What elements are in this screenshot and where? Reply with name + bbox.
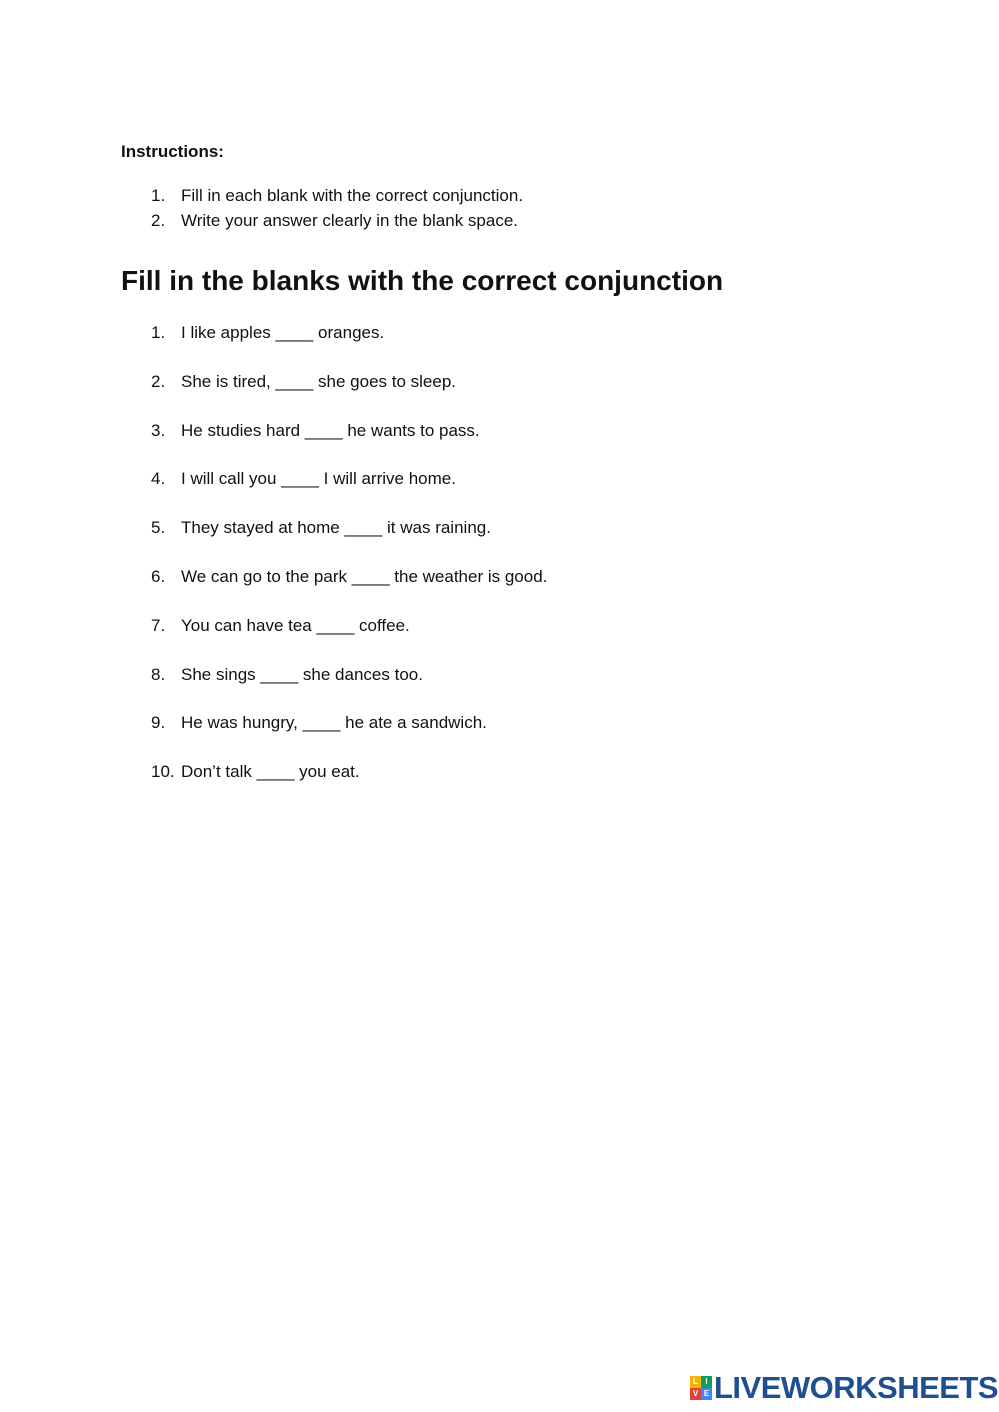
- liveworksheets-logo-icon: [690, 1376, 712, 1400]
- question-number: 1.: [151, 323, 166, 342]
- question-text: We can go to the park ____ the weather is good.: [181, 566, 548, 586]
- instructions-heading: Instructions:: [121, 142, 224, 161]
- instruction-number: 2.: [151, 211, 166, 230]
- question-number: 9.: [151, 713, 166, 733]
- logo-text: LIVEWORKSHEETS: [714, 1370, 999, 1405]
- question-number: 7.: [151, 615, 166, 635]
- question-number: 5.: [151, 518, 166, 538]
- question-number: 8.: [151, 664, 166, 684]
- question-text: She sings ____ she dances too.: [181, 664, 423, 684]
- logo-mark-letter: L: [690, 1376, 701, 1388]
- instruction-number: 1.: [151, 186, 166, 205]
- question-text: He studies hard ____ he wants to pass.: [181, 420, 480, 440]
- question-text: He was hungry, ____ he ate a sandwich.: [181, 713, 487, 733]
- question-text: You can have tea ____ coffee.: [181, 615, 410, 635]
- question-text: They stayed at home ____ it was raining.: [181, 518, 491, 538]
- question-text: I like apples ____ oranges.: [181, 323, 385, 342]
- question-number: 4.: [151, 469, 166, 489]
- question-number: 2.: [151, 371, 166, 391]
- logo-mark-letter: I: [701, 1376, 712, 1388]
- instruction-text: Write your answer clearly in the blank space.: [181, 211, 519, 230]
- question-text: Don’t talk ____ you eat.: [181, 762, 360, 782]
- question-number: 6.: [151, 566, 166, 586]
- section-title: Fill in the blanks with the correct conjunction: [121, 265, 724, 296]
- liveworksheets-logo: [690, 1372, 998, 1404]
- instruction-text: Fill in each blank with the correct conjunction.: [181, 186, 524, 205]
- question-number: 3.: [151, 420, 166, 440]
- logo-mark-letter: E: [701, 1388, 712, 1400]
- question-number: 10.: [151, 762, 175, 782]
- question-text: I will call you ____ I will arrive home.: [181, 469, 456, 489]
- logo-mark-letter: V: [690, 1388, 701, 1400]
- question-text: She is tired, ____ she goes to sleep.: [181, 371, 457, 391]
